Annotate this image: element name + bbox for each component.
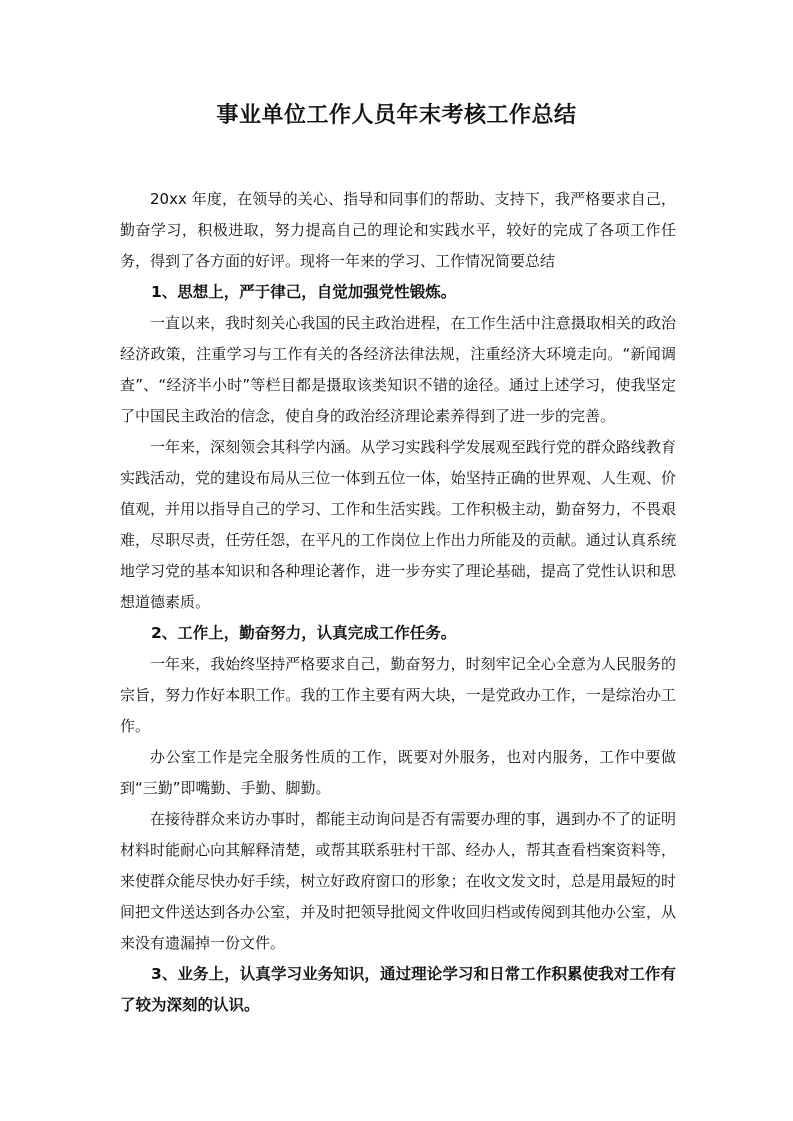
paragraph-work-2: 办公室工作是完全服务性质的工作，既要对外服务，也对内服务，工作中要做到“三勤”即嘴勤、手勤、脚勤。 xyxy=(120,748,676,797)
paragraph-intro: 20xx 年度，在领导的关心、指导和同事们的帮助、支持下，我严格要求自己，勤奋学习，积极进取，努力提高自己的理论和实践水平，较好的完成了各项工作任务，得到了各方面的好评。现将一年来的学习、工作情况简要总结 xyxy=(120,190,676,270)
document-body xyxy=(120,184,676,1021)
section-heading-3: 3、业务上，认真学习业务知识，通过理论学习和日常工作积累使我对工作有了较为深刻的认识。 xyxy=(120,965,676,1014)
paragraph-ideology-2: 一年来，深刻领会其科学内涵。从学习实践科学发展观至践行党的群众路线教育实践活动，党的建设布局从三位一体到五位一体，始坚持正确的世界观、人生观、价值观，并用以指导自己的学习、工作和生活实践。工作积极主动，勤奋努力，不畏艰难，尽职尽责，任劳任怨，在平凡的工作岗位上作出力所能及的贡献。通过认真系统地学习党的基本知识和各种理论著作，进一步夯实了理论基础，提高了党性认识和思想道德素质。 xyxy=(120,438,676,611)
document-title: 事业单位工作人员年末考核工作总结 xyxy=(216,103,577,128)
paragraph-work-3: 在接待群众来访办事时，都能主动询问是否有需要办理的事，遇到办不了的证明材料时能耐心向其解释清楚，或帮其联系驻村干部、经办人，帮其查看档案资料等，来使群众能尽快办好手续，树立好政府窗口的形象；在收文发文时，总是用最短的时间把文件送达到各办公室，并及时把领导批阅文件收回归档或传阅到其他办公室，从来没有遗漏掉一份文件。 xyxy=(120,810,676,952)
section-heading-2: 2、工作上，勤奋努力，认真完成工作任务。 xyxy=(151,624,457,642)
paragraph-work-1: 一年来，我始终坚持严格要求自己，勤奋努力，时刻牢记全心全意为人民服务的宗旨，努力作好本职工作。我的工作主要有两大块，一是党政办工作，一是综治办工作。 xyxy=(120,655,676,735)
paragraph-ideology-1: 一直以来，我时刻关心我国的民主政治进程，在工作生活中注意摄取相关的政治经济政策，注重学习与工作有关的各经济法律法规，注重经济大环境走向。“新闻调查”、“经济半小时”等栏目都是摄取该类知识不错的途径。通过上述学习，使我坚定了中国民主政治的信念，使自身的政治经济理论素养得到了进一步的完善。 xyxy=(120,314,676,425)
section-heading-1: 1、思想上，严于律己，自觉加强党性锻炼。 xyxy=(151,283,457,301)
